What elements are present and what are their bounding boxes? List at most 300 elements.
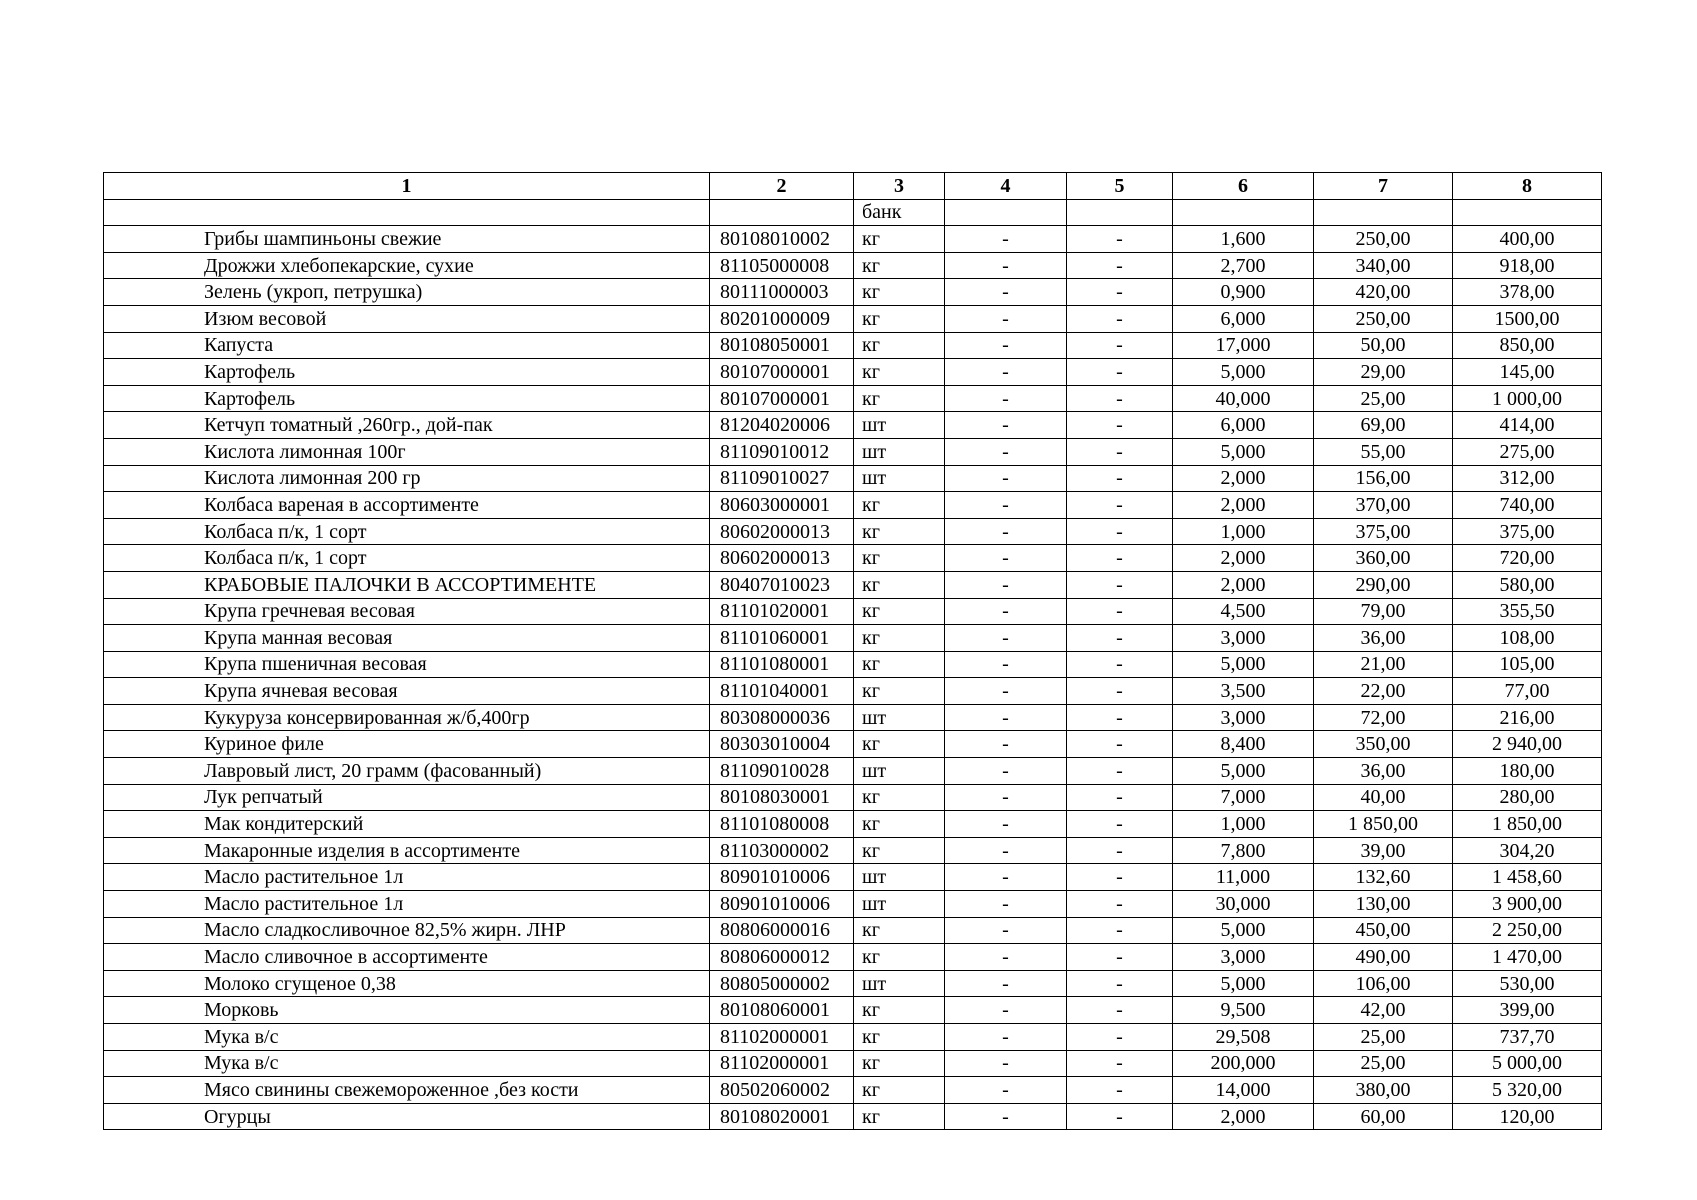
- item-code-cell: 80111000003: [710, 279, 854, 306]
- unit-cell: кг: [854, 332, 945, 359]
- quantity-cell: 3,500: [1173, 678, 1314, 705]
- col5-cell: -: [1067, 252, 1173, 279]
- item-code-cell: 80108030001: [710, 784, 854, 811]
- sum-cell: 1 000,00: [1453, 385, 1602, 412]
- sum-cell: 3 900,00: [1453, 891, 1602, 918]
- quantity-cell: 3,000: [1173, 944, 1314, 971]
- sum-cell: 145,00: [1453, 359, 1602, 386]
- quantity-cell: 9,500: [1173, 997, 1314, 1024]
- table-row: [104, 412, 1602, 439]
- col4-cell: -: [945, 758, 1067, 785]
- table-row: [104, 758, 1602, 785]
- col5-cell: -: [1067, 1077, 1173, 1104]
- subheader-cell: [1453, 199, 1602, 226]
- quantity-cell: 3,000: [1173, 625, 1314, 652]
- item-code-cell: 81102000001: [710, 1050, 854, 1077]
- sum-cell: 355,50: [1453, 598, 1602, 625]
- table-row: [104, 917, 1602, 944]
- quantity-cell: 14,000: [1173, 1077, 1314, 1104]
- price-cell: 360,00: [1314, 545, 1453, 572]
- subheader-cell: [1314, 199, 1453, 226]
- price-cell: 350,00: [1314, 731, 1453, 758]
- table-body: [104, 199, 1602, 1130]
- unit-cell: кг: [854, 252, 945, 279]
- col5-cell: -: [1067, 359, 1173, 386]
- col4-cell: -: [945, 332, 1067, 359]
- col4-cell: -: [945, 279, 1067, 306]
- col5-cell: -: [1067, 944, 1173, 971]
- unit-cell: шт: [854, 864, 945, 891]
- col4-cell: -: [945, 305, 1067, 332]
- quantity-cell: 6,000: [1173, 412, 1314, 439]
- col4-cell: -: [945, 571, 1067, 598]
- quantity-cell: 17,000: [1173, 332, 1314, 359]
- price-cell: 55,00: [1314, 438, 1453, 465]
- item-name-cell: Кислота лимонная 100г: [104, 438, 710, 465]
- unit-cell: кг: [854, 944, 945, 971]
- price-cell: 79,00: [1314, 598, 1453, 625]
- col4-cell: -: [945, 359, 1067, 386]
- price-cell: 21,00: [1314, 651, 1453, 678]
- quantity-cell: 5,000: [1173, 970, 1314, 997]
- col5-cell: -: [1067, 1024, 1173, 1051]
- price-cell: 25,00: [1314, 1024, 1453, 1051]
- unit-cell: кг: [854, 492, 945, 519]
- unit-cell: кг: [854, 545, 945, 572]
- table-row: [104, 226, 1602, 253]
- sum-cell: 275,00: [1453, 438, 1602, 465]
- col5-cell: -: [1067, 279, 1173, 306]
- col4-cell: -: [945, 1103, 1067, 1130]
- subheader-cell: банк: [854, 199, 945, 226]
- col5-cell: -: [1067, 598, 1173, 625]
- col5-cell: -: [1067, 864, 1173, 891]
- subheader-cell: [1173, 199, 1314, 226]
- col5-cell: -: [1067, 571, 1173, 598]
- col5-cell: -: [1067, 492, 1173, 519]
- col5-cell: -: [1067, 226, 1173, 253]
- col4-cell: -: [945, 997, 1067, 1024]
- item-name-cell: КРАБОВЫЕ ПАЛОЧКИ В АССОРТИМЕНТЕ: [104, 571, 710, 598]
- price-cell: 69,00: [1314, 412, 1453, 439]
- col5-cell: -: [1067, 438, 1173, 465]
- unit-cell: кг: [854, 1024, 945, 1051]
- col5-cell: -: [1067, 332, 1173, 359]
- unit-cell: кг: [854, 784, 945, 811]
- table-row: [104, 864, 1602, 891]
- col5-cell: -: [1067, 997, 1173, 1024]
- col4-cell: -: [945, 625, 1067, 652]
- col5-cell: -: [1067, 704, 1173, 731]
- col5-cell: -: [1067, 678, 1173, 705]
- quantity-cell: 5,000: [1173, 651, 1314, 678]
- table-row: [104, 332, 1602, 359]
- item-code-cell: 80806000016: [710, 917, 854, 944]
- item-code-cell: 80806000012: [710, 944, 854, 971]
- item-name-cell: Лавровый лист, 20 грамм (фасованный): [104, 758, 710, 785]
- sum-cell: 530,00: [1453, 970, 1602, 997]
- col5-cell: -: [1067, 651, 1173, 678]
- table-row: [104, 359, 1602, 386]
- inventory-table: [103, 172, 1602, 1130]
- table-row: [104, 784, 1602, 811]
- subheader-cell: [945, 199, 1067, 226]
- price-cell: 132,60: [1314, 864, 1453, 891]
- price-cell: 380,00: [1314, 1077, 1453, 1104]
- item-code-cell: 81204020006: [710, 412, 854, 439]
- col4-cell: -: [945, 385, 1067, 412]
- quantity-cell: 5,000: [1173, 758, 1314, 785]
- sum-cell: 105,00: [1453, 651, 1602, 678]
- item-name-cell: Колбаса п/к, 1 сорт: [104, 518, 710, 545]
- table-row: [104, 837, 1602, 864]
- quantity-cell: 200,000: [1173, 1050, 1314, 1077]
- quantity-cell: 7,000: [1173, 784, 1314, 811]
- price-cell: 250,00: [1314, 226, 1453, 253]
- item-code-cell: 80502060002: [710, 1077, 854, 1104]
- item-code-cell: 80107000001: [710, 359, 854, 386]
- price-cell: 130,00: [1314, 891, 1453, 918]
- price-cell: 375,00: [1314, 518, 1453, 545]
- sum-cell: 720,00: [1453, 545, 1602, 572]
- col5-cell: -: [1067, 518, 1173, 545]
- item-name-cell: Крупа ячневая весовая: [104, 678, 710, 705]
- col5-cell: -: [1067, 625, 1173, 652]
- quantity-cell: 2,000: [1173, 492, 1314, 519]
- unit-cell: кг: [854, 678, 945, 705]
- item-code-cell: 81109010028: [710, 758, 854, 785]
- sum-cell: 5 000,00: [1453, 1050, 1602, 1077]
- sum-cell: 280,00: [1453, 784, 1602, 811]
- price-cell: 1 850,00: [1314, 811, 1453, 838]
- unit-cell: кг: [854, 997, 945, 1024]
- table-row: [104, 651, 1602, 678]
- item-name-cell: Зелень (укроп, петрушка): [104, 279, 710, 306]
- table-row: [104, 970, 1602, 997]
- col4-cell: -: [945, 944, 1067, 971]
- table-row: [104, 598, 1602, 625]
- sum-cell: 312,00: [1453, 465, 1602, 492]
- price-cell: 22,00: [1314, 678, 1453, 705]
- price-cell: 450,00: [1314, 917, 1453, 944]
- table-row: [104, 1024, 1602, 1051]
- item-name-cell: Колбаса вареная в ассортименте: [104, 492, 710, 519]
- sum-cell: 5 320,00: [1453, 1077, 1602, 1104]
- sum-cell: 580,00: [1453, 571, 1602, 598]
- item-name-cell: Изюм весовой: [104, 305, 710, 332]
- col5-cell: -: [1067, 305, 1173, 332]
- sum-cell: 2 940,00: [1453, 731, 1602, 758]
- unit-cell: кг: [854, 1103, 945, 1130]
- table-row: [104, 252, 1602, 279]
- item-code-cell: 80308000036: [710, 704, 854, 731]
- item-code-cell: 81101060001: [710, 625, 854, 652]
- item-name-cell: Картофель: [104, 359, 710, 386]
- sum-cell: 740,00: [1453, 492, 1602, 519]
- item-code-cell: 80901010006: [710, 891, 854, 918]
- col5-cell: -: [1067, 837, 1173, 864]
- col4-cell: -: [945, 811, 1067, 838]
- col4-cell: -: [945, 678, 1067, 705]
- col4-cell: -: [945, 731, 1067, 758]
- unit-cell: кг: [854, 625, 945, 652]
- quantity-cell: 8,400: [1173, 731, 1314, 758]
- quantity-cell: 2,700: [1173, 252, 1314, 279]
- col5-cell: -: [1067, 811, 1173, 838]
- item-name-cell: Мак кондитерский: [104, 811, 710, 838]
- sum-cell: 1500,00: [1453, 305, 1602, 332]
- unit-cell: шт: [854, 412, 945, 439]
- table-row: [104, 571, 1602, 598]
- sum-cell: 850,00: [1453, 332, 1602, 359]
- quantity-cell: 7,800: [1173, 837, 1314, 864]
- item-name-cell: Капуста: [104, 332, 710, 359]
- col4-cell: -: [945, 598, 1067, 625]
- unit-cell: кг: [854, 279, 945, 306]
- col4-cell: -: [945, 704, 1067, 731]
- subheader-cell: [710, 199, 854, 226]
- sum-cell: 216,00: [1453, 704, 1602, 731]
- price-cell: 490,00: [1314, 944, 1453, 971]
- quantity-cell: 5,000: [1173, 438, 1314, 465]
- item-name-cell: Картофель: [104, 385, 710, 412]
- col4-cell: -: [945, 970, 1067, 997]
- item-name-cell: Мясо свинины свежемороженное ,без кости: [104, 1077, 710, 1104]
- item-name-cell: Масло сладкосливочное 82,5% жирн. ЛНР: [104, 917, 710, 944]
- item-code-cell: 80108050001: [710, 332, 854, 359]
- quantity-cell: 3,000: [1173, 704, 1314, 731]
- unit-cell: шт: [854, 465, 945, 492]
- item-name-cell: Масло сливочное в ассортименте: [104, 944, 710, 971]
- subheader-row: [104, 199, 1602, 226]
- quantity-cell: 2,000: [1173, 545, 1314, 572]
- unit-cell: кг: [854, 305, 945, 332]
- col4-cell: -: [945, 917, 1067, 944]
- item-name-cell: Масло растительное 1л: [104, 891, 710, 918]
- item-name-cell: Крупа манная весовая: [104, 625, 710, 652]
- price-cell: 370,00: [1314, 492, 1453, 519]
- table-row: [104, 492, 1602, 519]
- unit-cell: кг: [854, 731, 945, 758]
- sum-cell: 120,00: [1453, 1103, 1602, 1130]
- quantity-cell: 1,600: [1173, 226, 1314, 253]
- sum-cell: 378,00: [1453, 279, 1602, 306]
- item-code-cell: 80407010023: [710, 571, 854, 598]
- price-cell: 25,00: [1314, 1050, 1453, 1077]
- price-cell: 340,00: [1314, 252, 1453, 279]
- col-header-4: 4: [945, 173, 1067, 200]
- table-row: [104, 545, 1602, 572]
- sum-cell: 375,00: [1453, 518, 1602, 545]
- quantity-cell: 5,000: [1173, 359, 1314, 386]
- col5-cell: -: [1067, 917, 1173, 944]
- col4-cell: -: [945, 864, 1067, 891]
- table-row: [104, 385, 1602, 412]
- table-row: [104, 704, 1602, 731]
- quantity-cell: 40,000: [1173, 385, 1314, 412]
- unit-cell: кг: [854, 1050, 945, 1077]
- item-name-cell: Молоко сгущеное 0,38: [104, 970, 710, 997]
- table-row: [104, 811, 1602, 838]
- sum-cell: 2 250,00: [1453, 917, 1602, 944]
- item-code-cell: 81109010012: [710, 438, 854, 465]
- col-header-5: 5: [1067, 173, 1173, 200]
- quantity-cell: 1,000: [1173, 811, 1314, 838]
- item-code-cell: 80602000013: [710, 545, 854, 572]
- unit-cell: шт: [854, 970, 945, 997]
- item-code-cell: 81101080008: [710, 811, 854, 838]
- col4-cell: -: [945, 492, 1067, 519]
- table-row: [104, 518, 1602, 545]
- col4-cell: -: [945, 784, 1067, 811]
- item-name-cell: Колбаса п/к, 1 сорт: [104, 545, 710, 572]
- col4-cell: -: [945, 465, 1067, 492]
- price-cell: 156,00: [1314, 465, 1453, 492]
- item-name-cell: Масло растительное 1л: [104, 864, 710, 891]
- item-code-cell: 80602000013: [710, 518, 854, 545]
- sum-cell: 399,00: [1453, 997, 1602, 1024]
- unit-cell: шт: [854, 758, 945, 785]
- unit-cell: кг: [854, 811, 945, 838]
- sum-cell: 304,20: [1453, 837, 1602, 864]
- unit-cell: шт: [854, 704, 945, 731]
- quantity-cell: 11,000: [1173, 864, 1314, 891]
- price-cell: 42,00: [1314, 997, 1453, 1024]
- col-header-8: 8: [1453, 173, 1602, 200]
- subheader-cell: [1067, 199, 1173, 226]
- item-code-cell: 81101040001: [710, 678, 854, 705]
- col5-cell: -: [1067, 758, 1173, 785]
- col4-cell: -: [945, 1024, 1067, 1051]
- col4-cell: -: [945, 226, 1067, 253]
- col5-cell: -: [1067, 891, 1173, 918]
- item-name-cell: Крупа пшеничная весовая: [104, 651, 710, 678]
- item-name-cell: Лук репчатый: [104, 784, 710, 811]
- col5-cell: -: [1067, 545, 1173, 572]
- price-cell: 50,00: [1314, 332, 1453, 359]
- table-row: [104, 438, 1602, 465]
- item-code-cell: 80108020001: [710, 1103, 854, 1130]
- quantity-cell: 0,900: [1173, 279, 1314, 306]
- item-code-cell: 80107000001: [710, 385, 854, 412]
- col4-cell: -: [945, 412, 1067, 439]
- sum-cell: 180,00: [1453, 758, 1602, 785]
- table-row: [104, 731, 1602, 758]
- unit-cell: кг: [854, 385, 945, 412]
- item-name-cell: Крупа гречневая весовая: [104, 598, 710, 625]
- item-code-cell: 81102000001: [710, 1024, 854, 1051]
- unit-cell: шт: [854, 438, 945, 465]
- sum-cell: 1 470,00: [1453, 944, 1602, 971]
- col5-cell: -: [1067, 1050, 1173, 1077]
- unit-cell: кг: [854, 837, 945, 864]
- item-name-cell: Морковь: [104, 997, 710, 1024]
- quantity-cell: 5,000: [1173, 917, 1314, 944]
- item-code-cell: 80303010004: [710, 731, 854, 758]
- item-name-cell: Мука в/с: [104, 1050, 710, 1077]
- quantity-cell: 1,000: [1173, 518, 1314, 545]
- col4-cell: -: [945, 1077, 1067, 1104]
- unit-cell: кг: [854, 518, 945, 545]
- quantity-cell: 29,508: [1173, 1024, 1314, 1051]
- col5-cell: -: [1067, 731, 1173, 758]
- price-cell: 40,00: [1314, 784, 1453, 811]
- table-row: [104, 997, 1602, 1024]
- col4-cell: -: [945, 1050, 1067, 1077]
- item-name-cell: Макаронные изделия в ассортименте: [104, 837, 710, 864]
- sum-cell: 1 458,60: [1453, 864, 1602, 891]
- col4-cell: -: [945, 438, 1067, 465]
- quantity-cell: 6,000: [1173, 305, 1314, 332]
- table-row: [104, 279, 1602, 306]
- col5-cell: -: [1067, 970, 1173, 997]
- unit-cell: кг: [854, 359, 945, 386]
- item-code-cell: 81101020001: [710, 598, 854, 625]
- table-row: [104, 465, 1602, 492]
- item-code-cell: 80901010006: [710, 864, 854, 891]
- col5-cell: -: [1067, 412, 1173, 439]
- column-number-row: [104, 173, 1602, 200]
- price-cell: 36,00: [1314, 758, 1453, 785]
- item-name-cell: Кетчуп томатный ,260гр., дой-пак: [104, 412, 710, 439]
- col5-cell: -: [1067, 784, 1173, 811]
- item-code-cell: 80108010002: [710, 226, 854, 253]
- quantity-cell: 30,000: [1173, 891, 1314, 918]
- price-cell: 106,00: [1314, 970, 1453, 997]
- table-row: [104, 1077, 1602, 1104]
- sum-cell: 77,00: [1453, 678, 1602, 705]
- sum-cell: 737,70: [1453, 1024, 1602, 1051]
- unit-cell: кг: [854, 571, 945, 598]
- subheader-cell: [104, 199, 710, 226]
- item-code-cell: 81103000002: [710, 837, 854, 864]
- col5-cell: -: [1067, 1103, 1173, 1130]
- table-row: [104, 1103, 1602, 1130]
- table-row: [104, 891, 1602, 918]
- quantity-cell: 2,000: [1173, 571, 1314, 598]
- item-name-cell: Огурцы: [104, 1103, 710, 1130]
- col5-cell: -: [1067, 465, 1173, 492]
- price-cell: 60,00: [1314, 1103, 1453, 1130]
- col4-cell: -: [945, 518, 1067, 545]
- price-cell: 420,00: [1314, 279, 1453, 306]
- table-row: [104, 944, 1602, 971]
- price-cell: 72,00: [1314, 704, 1453, 731]
- table-row: [104, 1050, 1602, 1077]
- item-name-cell: Мука в/с: [104, 1024, 710, 1051]
- col-header-7: 7: [1314, 173, 1453, 200]
- item-code-cell: 81105000008: [710, 252, 854, 279]
- col4-cell: -: [945, 837, 1067, 864]
- unit-cell: шт: [854, 891, 945, 918]
- col-header-2: 2: [710, 173, 854, 200]
- col4-cell: -: [945, 252, 1067, 279]
- table-row: [104, 305, 1602, 332]
- col5-cell: -: [1067, 385, 1173, 412]
- unit-cell: кг: [854, 1077, 945, 1104]
- col-header-6: 6: [1173, 173, 1314, 200]
- unit-cell: кг: [854, 917, 945, 944]
- item-name-cell: Кислота лимонная 200 гр: [104, 465, 710, 492]
- unit-cell: кг: [854, 651, 945, 678]
- price-cell: 250,00: [1314, 305, 1453, 332]
- item-code-cell: 81101080001: [710, 651, 854, 678]
- item-name-cell: Кукуруза консервированная ж/б,400гр: [104, 704, 710, 731]
- sum-cell: 918,00: [1453, 252, 1602, 279]
- table-row: [104, 678, 1602, 705]
- price-cell: 25,00: [1314, 385, 1453, 412]
- price-cell: 39,00: [1314, 837, 1453, 864]
